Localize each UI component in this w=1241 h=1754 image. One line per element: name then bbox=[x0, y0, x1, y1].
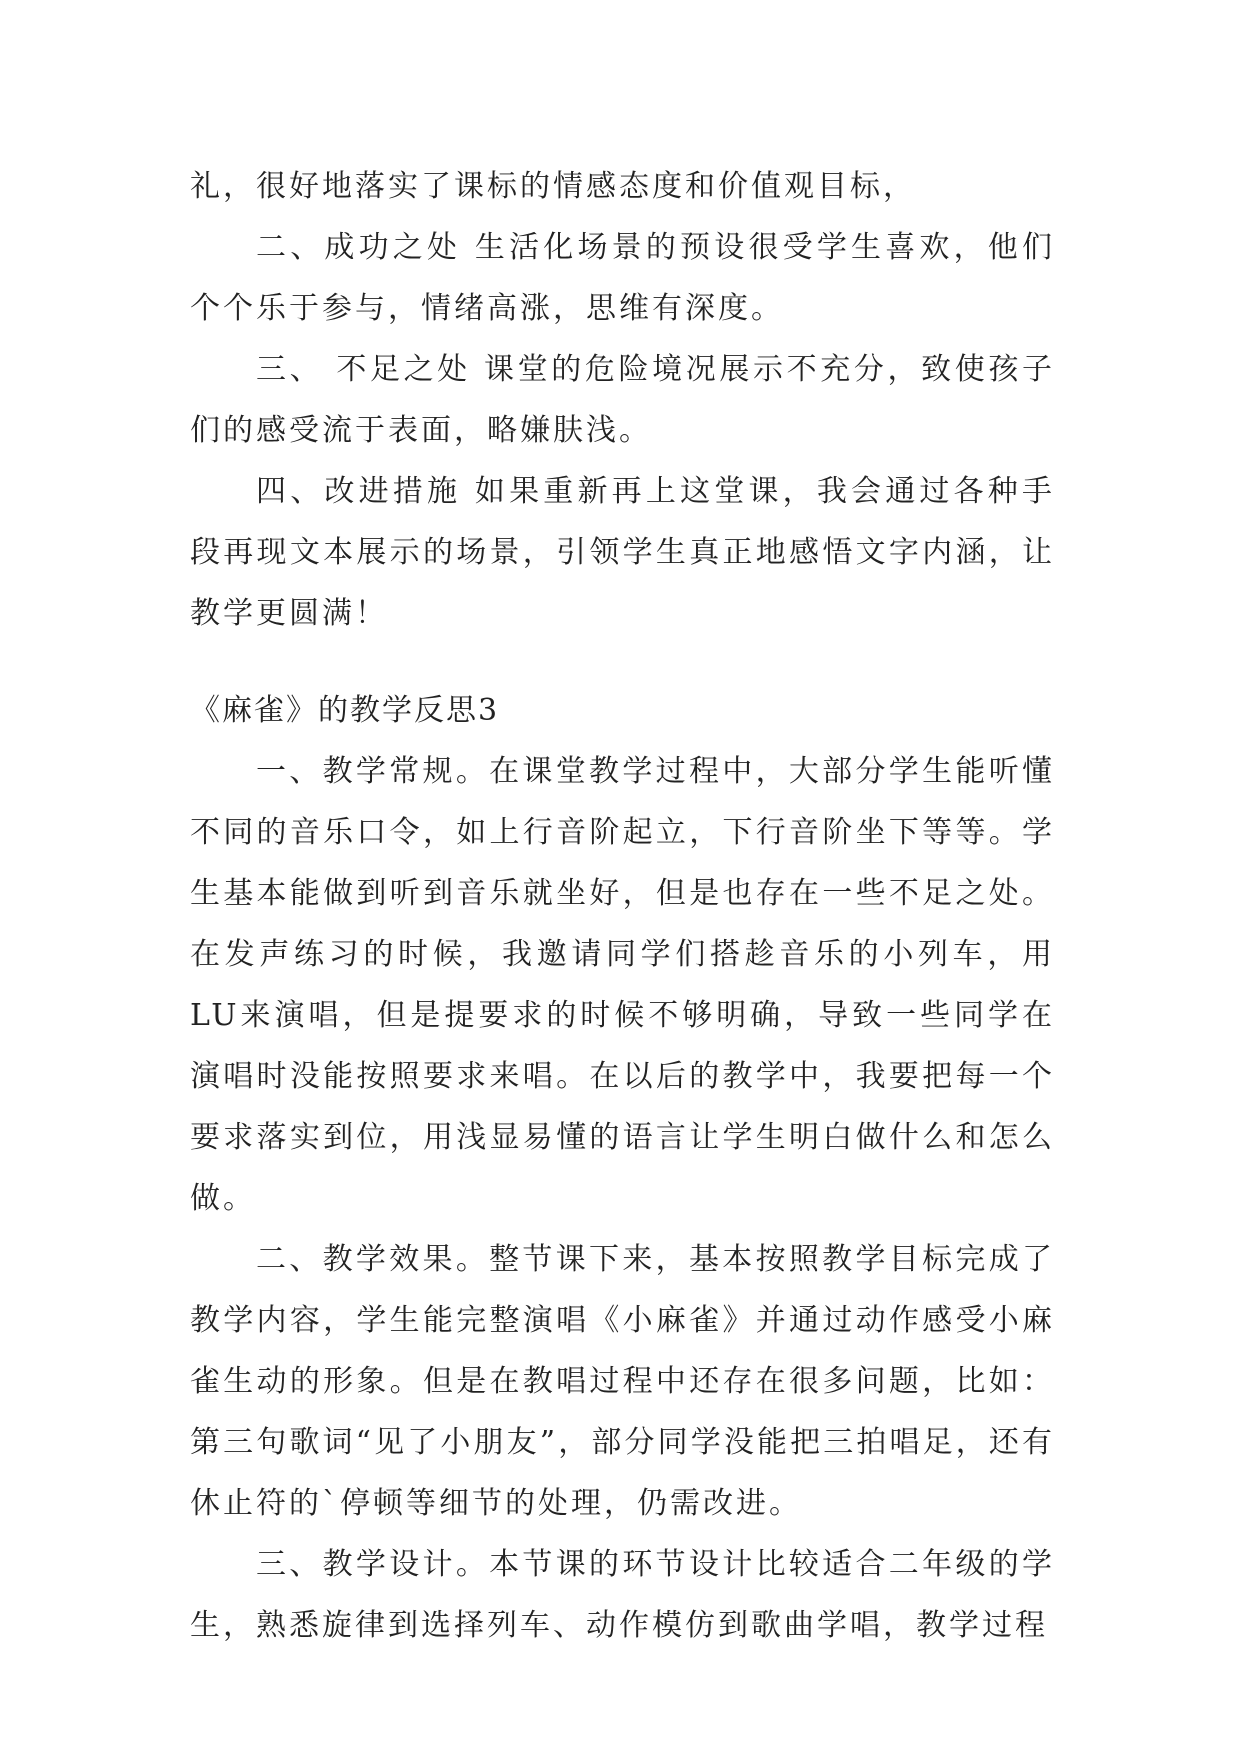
paragraph-teaching-design: 三、教学设计。本节课的环节设计比较适合二年级的学生，熟悉旋律到选择列车、动作模仿到歌曲学唱，教学过程 bbox=[190, 1547, 1055, 1643]
paragraph-continuation: 礼，很好地落实了课标的情感态度和价值观目标， bbox=[190, 169, 916, 204]
section-3-title: 《麻雀》的教学反思3 bbox=[190, 693, 500, 728]
section-3 bbox=[190, 680, 1055, 1656]
paragraph-success: 二、成功之处 生活化场景的预设很受学生喜欢，他们个个乐于参与，情绪高涨，思维有深度。 bbox=[190, 230, 1055, 326]
paragraph-teaching-routine: 一、教学常规。在课堂教学过程中，大部分学生能听懂不同的音乐口令，如上行音阶起立，下行音阶坐下等等。学生基本能做到听到音乐就坐好，但是也存在一些不足之处。在发声练习的时候，我邀请同学们搭趁音乐的小列车，用LU来演唱，但是提要求的时候不够明确，导致一些同学在演唱时没能按照要求来唱。在以后的教学中，我要把每一个要求落实到位，用浅显易懂的语言让学生明白做什么和怎么做。 bbox=[190, 754, 1055, 1216]
paragraph-improvement: 四、改进措施 如果重新再上这堂课，我会通过各种手段再现文本展示的场景，引领学生真正地感悟文字内涵，让教学更圆满！ bbox=[190, 474, 1055, 631]
paragraph-shortcoming: 三、 不足之处 课堂的危险境况展示不充分，致使孩子们的感受流于表面，略嫌肤浅。 bbox=[190, 352, 1055, 448]
previous-section-continuation bbox=[190, 156, 1055, 644]
paragraph-teaching-effect: 二、教学效果。整节课下来，基本按照教学目标完成了教学内容，学生能完整演唱《小麻雀》并通过动作感受小麻雀生动的形象。但是在教唱过程中还存在很多问题，比如：第三句歌词“见了小朋友”，部分同学没能把三拍唱足，还有休止符的`停顿等细节的处理，仍需改进。 bbox=[190, 1242, 1055, 1521]
